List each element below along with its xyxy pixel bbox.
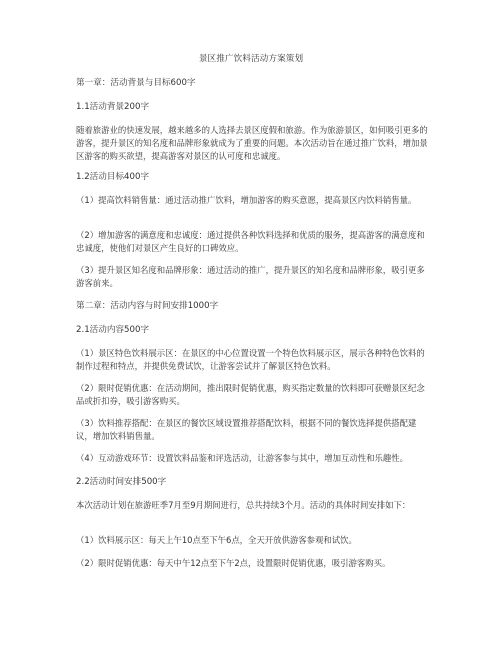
paragraph: （4）互动游戏环节：设置饮料品鉴和评选活动，让游客参与其中，增加互动性和乐趣性。 xyxy=(76,453,408,463)
section-heading: 2.1活动内容500字 xyxy=(76,325,150,335)
paragraph: 本次活动计划在旅游旺季7月至9月期间进行，总共持续3个月。活动的具体时间安排如下： xyxy=(76,500,411,510)
paragraph: （2）限时促销优惠：每天中午12点至下午2点，设置限时促销优惠，吸引游客购买。 xyxy=(76,558,391,568)
paragraph: （3）提升景区知名度和品牌形象：通过活动的推广，提升景区的知名度和品牌形象，吸引更多游客前来。 xyxy=(76,265,425,289)
paragraph: （2）增加游客的满意度和忠诚度：通过提供各种饮料选择和优质的服务，提高游客的满意度和忠诚度，使他们对景区产生良好的口碑效应。 xyxy=(76,230,425,254)
paragraph: （1）提高饮料销售量：通过活动推广饮料，增加游客的购买意愿，提高景区内饮料销售量。 xyxy=(76,195,417,205)
section-heading: 1.1活动背景200字 xyxy=(76,102,150,112)
chapter-heading: 第一章：活动背景与目标600字 xyxy=(76,78,196,88)
paragraph: （2）限时促销优惠：在活动期间，推出限时促销优惠，购买指定数量的饮料即可获赠景区纪念品或折扣券，吸引游客购买。 xyxy=(76,383,425,407)
chapter-heading: 第二章：活动内容与时间安排1000字 xyxy=(76,301,219,311)
section-heading: 1.2活动目标400字 xyxy=(76,172,150,182)
paragraph: （3）饮料推荐搭配：在景区的餐饮区域设置推荐搭配饮料，根据不同的餐饮选择提供搭配建议，增加饮料销售量。 xyxy=(76,418,417,442)
section-heading: 2.2活动时间安排500字 xyxy=(76,477,167,487)
document-title: 景区推广饮料活动方案策划 xyxy=(198,54,304,64)
paragraph: （1）景区特色饮料展示区：在景区的中心位置设置一个特色饮料展示区，展示各种特色饮料的制作过程和特点，并提供免费试饮，让游客尝试并了解景区特色饮料。 xyxy=(76,348,425,372)
paragraph: 随着旅游业的快速发展，越来越多的人选择去景区度假和旅游。作为旅游景区，如何吸引更多的游客，提升景区的知名度和品牌形象就成为了重要的问题。本次活动旨在通过推广饮料，增加景区游客的购买欲望，提高游客对景区的认可度和忠诚度。 xyxy=(76,125,428,162)
paragraph: （1）饮料展示区：每天上午10点至下午6点，全天开放供游客参观和试饮。 xyxy=(76,535,357,545)
